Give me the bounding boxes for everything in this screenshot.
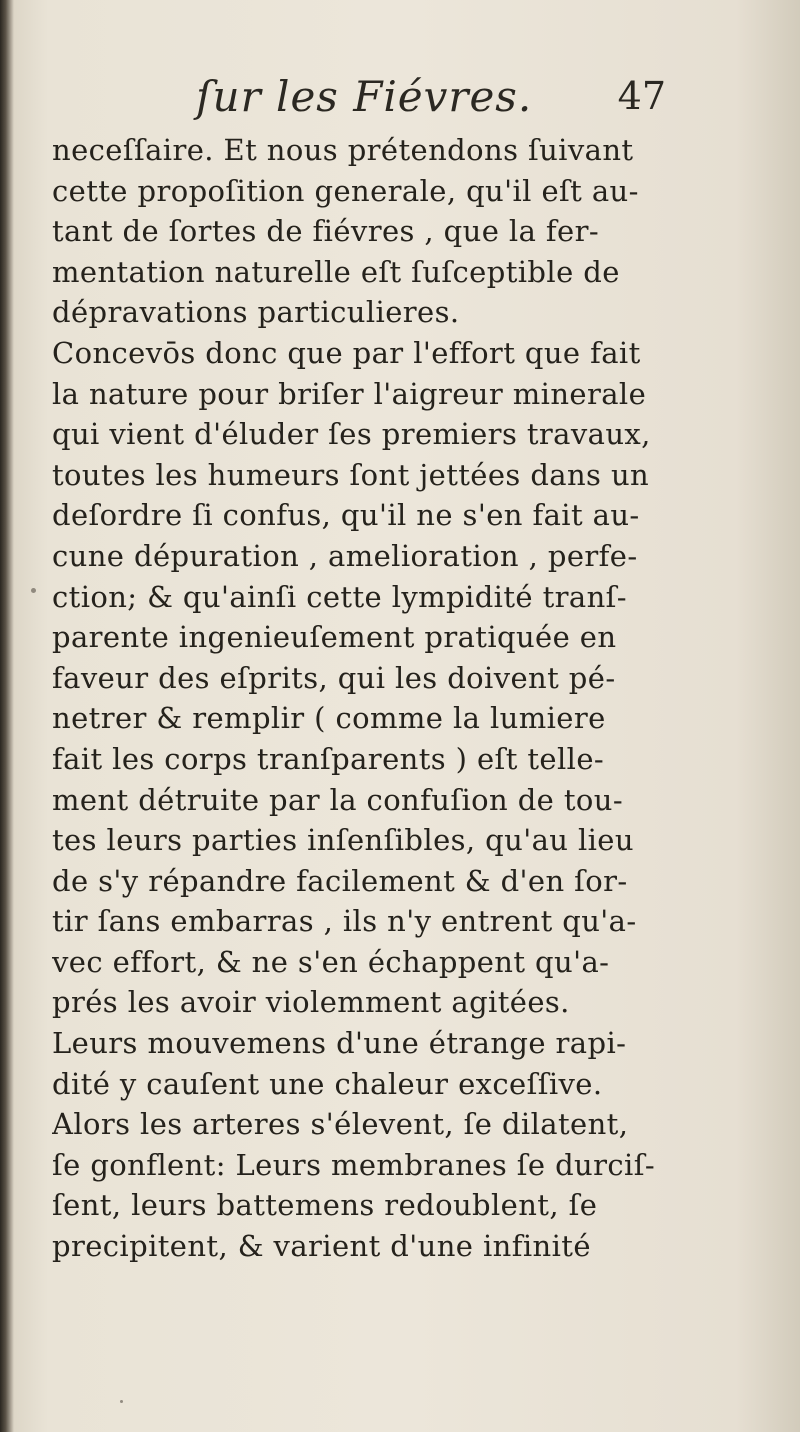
body-text (52, 130, 667, 1267)
text-line: parente ingenieuſement pratiquée en (52, 620, 617, 655)
text-line: vec effort, & ne s'en échappent qu'a- (52, 944, 610, 979)
text-line: de s'y répandre facilement & d'en ſor- (52, 863, 628, 898)
text-line: precipitent, & varient d'une infinité (52, 1229, 591, 1264)
text-line: mentation naturelle eſt ſuſceptible de (52, 254, 620, 289)
text-line: ment détruite par la confuſion de tou- (52, 782, 624, 817)
text-line: netrer & remplir ( comme la lumiere (52, 701, 606, 736)
text-line: qui vient d'éluder ſes premiers travaux, (52, 417, 651, 452)
text-line: faveur des eſprits, qui les doivent pé- (52, 660, 616, 695)
page-header (196, 72, 666, 132)
text-line: cette propoſition generale, qu'il eſt au- (52, 173, 639, 208)
text-line: toutes les humeurs ſont jettées dans un (52, 457, 650, 492)
text-line: tes leurs parties inſenſibles, qu'au lieu (52, 823, 634, 858)
text-line: ſent, leurs battemens redoublent, ſe (52, 1188, 598, 1223)
text-line: tir ſans embarras , ils n'y entrent qu'a- (52, 904, 637, 939)
text-line: ſe gonflent: Leurs membranes ſe durciſ- (52, 1147, 656, 1182)
text-line: deſordre ſi confus, qu'il ne s'en fait au- (52, 498, 640, 533)
text-line: fait les corps tranſparents ) eſt telle- (52, 741, 605, 776)
text-line: neceſſaire. Et nous prétendons ſuivant (52, 133, 634, 167)
paper-speck (31, 588, 36, 593)
text-line: la nature pour briſer l'aigreur minerale (52, 376, 647, 411)
text-line: prés les avoir violemment agitées. (52, 985, 570, 1020)
paper-speck (120, 1400, 123, 1403)
text-line: ction; & qu'ainſi cette lympidité tranſ- (52, 579, 627, 614)
text-line: tant de ſortes de fiévres , que la fer- (52, 214, 600, 249)
text-line: Leurs mouvemens d'une étrange rapi- (52, 1026, 627, 1061)
text-line: cune dépuration , amelioration , perfe- (52, 538, 638, 573)
running-title: ſur les Fiévres. (196, 72, 533, 121)
page-binding-edge (0, 0, 14, 1432)
text-line: dépravations particulieres. (52, 295, 460, 330)
text-line: Alors les arteres s'élevent, ſe dilatent, (52, 1107, 629, 1142)
text-line: Concevōs donc que par l'effort que fait (52, 335, 641, 370)
page-number: 47 (617, 74, 666, 118)
text-line: dité y cauſent une chaleur exceſſive. (52, 1066, 603, 1101)
